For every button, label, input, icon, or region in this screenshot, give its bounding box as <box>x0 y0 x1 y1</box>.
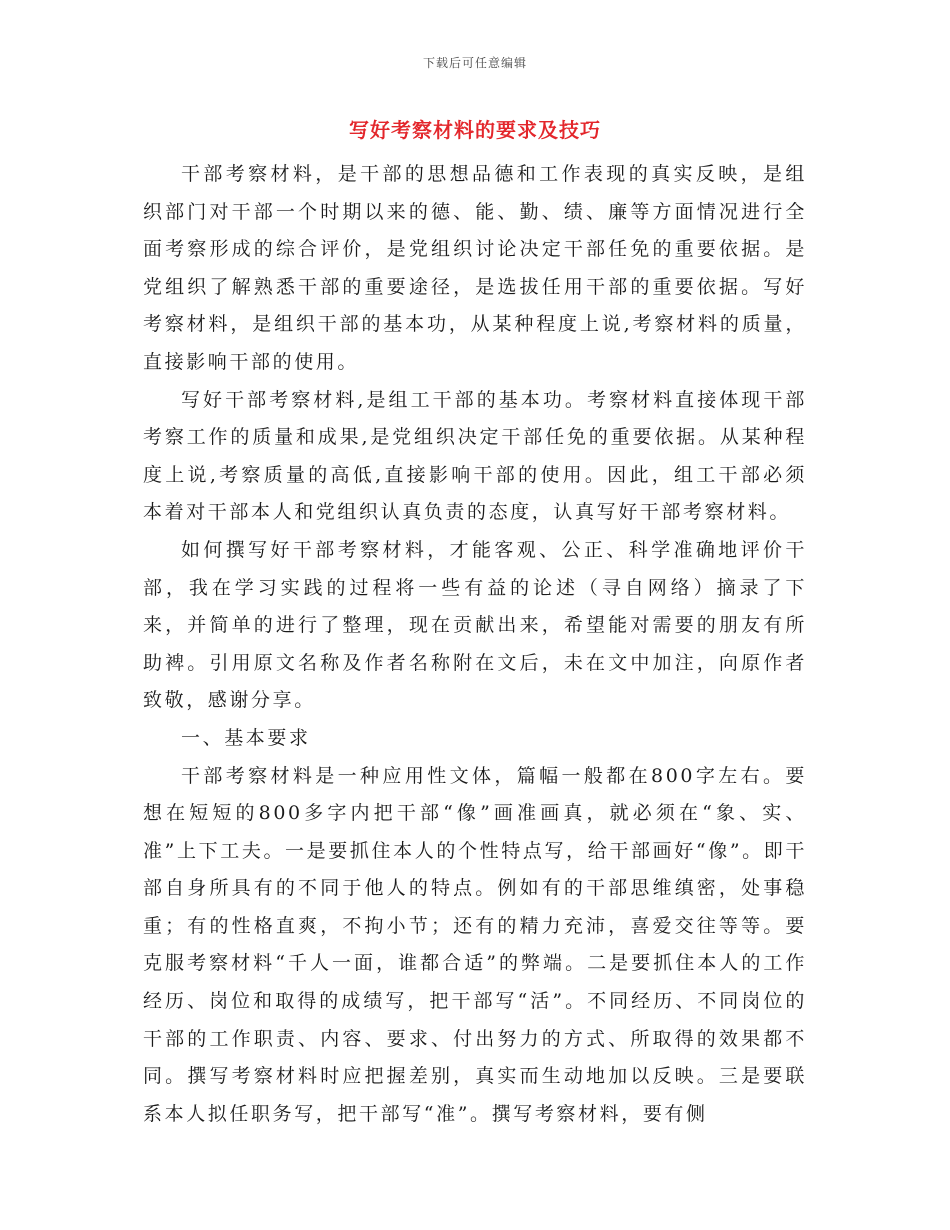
paragraph-intro: 干部考察材料，是干部的思想品德和工作表现的真实反映，是组织部门对干部一个时期以来的德、能、勤、绩、廉等方面情况进行全面考察形成的综合评价，是党组织讨论决定干部任免的重要依据。是党组织了解熟悉干部的重要途径，是选拔任用干部的重要依据。写好考察材料，是组织干部的基本功，从某种程度上说,考察材料的质量，直接影响干部的使用。 <box>143 163 807 373</box>
page-header: 下载后可任意编辑 <box>422 56 527 70</box>
section-heading-basic-requirements: 一、基本要求 <box>181 726 311 749</box>
paragraph-purpose: 如何撰写好干部考察材料，才能客观、公正、科学准确地评价干部，我在学习实践的过程将一些有益的论述（寻自网络）摘录了下来，并简单的进行了整理，现在贡献出来，希望能对需要的朋友有所助裨。引用原文名称及作者名称附在文后，未在文中加注，向原作者致敬，感谢分享。 <box>143 538 807 712</box>
document-body <box>143 156 807 1133</box>
document-title: 写好考察材料的要求及技巧 <box>349 118 601 142</box>
paragraph-importance: 写好干部考察材料,是组工干部的基本功。考察材料直接体现干部考察工作的质量和成果,是党组织决定干部任免的重要依据。从某种程度上说,考察质量的高低,直接影响干部的使用。因此，组工干部必须本着对干部本人和党组织认真负责的态度，认真写好干部考察材料。 <box>143 388 807 524</box>
paragraph-basic-requirements: 干部考察材料是一种应用性文体，篇幅一般都在800字左右。要想在短短的800多字内把干部“像”画准画真，就必须在“象、实、准”上下工夫。一是要抓住本人的个性特点写，给干部画好“像”。即干部自身所具有的不同于他人的特点。例如有的干部思维缜密，处事稳重；有的性格直爽，不拘小节；还有的精力充沛，喜爱交往等等。要克服考察材料“千人一面，谁都合适”的弊端。二是要抓住本人的工作经历、岗位和取得的成绩写，把干部写“活”。不同经历、不同岗位的干部的工作职责、内容、要求、付出努力的方式、所取得的效果都不同。撰写考察材料时应把握差别，真实而生动地加以反映。三是要联系本人拟任职务写，把干部写“准”。撰写考察材料，要有侧 <box>143 764 807 1125</box>
